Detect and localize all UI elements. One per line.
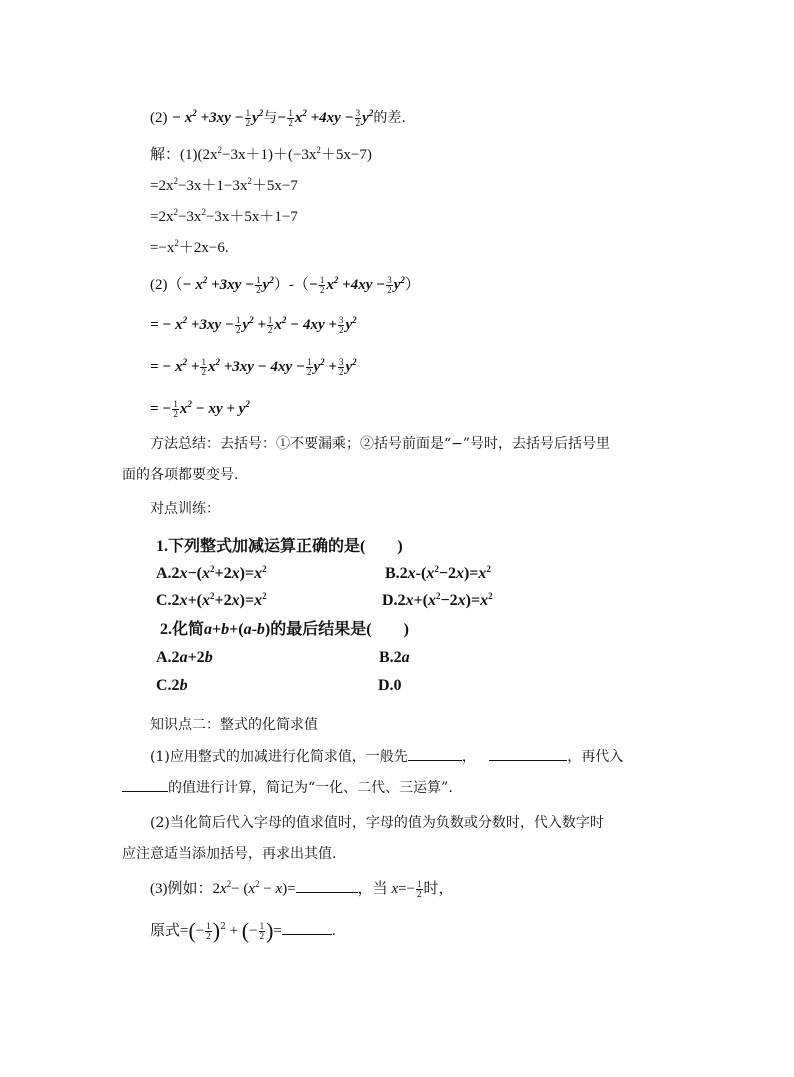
q2-option-a: A.2a+2b	[156, 649, 213, 666]
k2-item-2-line-2: 应注意适当添加括号，再求出其值.	[122, 846, 337, 862]
problem-2-line: $(2) - x^2 +3xy$ − $\frac{1}{2}$ $y^2$与− $\frac{1}{2}$ $x^2 +4xy$ − $\frac{3}{2}$ $y^2$的差.	[150, 107, 406, 128]
k2-item-3-line-2: 原式=(− $\frac{1}{2}$ )$^2$ + (− $\frac{1}{2}$ )= .	[150, 918, 336, 943]
fill-blank[interactable]	[408, 746, 462, 761]
q1-option-d: $D.2x+(x^2-2x)=x^2$	[382, 591, 493, 609]
practice-question-1: 1.下列整式加减运算正确的是( )	[156, 538, 403, 555]
solution-2-line-3: = − $x^2$ + $\frac{1}{2}$ $x^2 +3xy - 4xy$ − $\frac{1}{2}$ $y^2$ + $\frac{3}{2}$ $y^2$	[150, 356, 357, 377]
solution-line-1: 解：$(1)(2x^2-3x+1)+(-3x^2+5x-7)$	[150, 145, 372, 163]
k2-item-3-line-1: (3)例如：$2x^2- (x^2 - x)=$ ，当 x=− $\frac{1}{2}$ 时，	[150, 878, 454, 899]
method-summary-line-1: 方法总结：去括号：①不要漏乘；②括号前面是“−”号时，去括号后括号里	[150, 436, 611, 452]
fill-blank[interactable]	[489, 746, 567, 761]
solution-2-line-4: = − $\frac{1}{2}$ $x^2$ − xy + $y^2$	[150, 398, 250, 419]
method-summary-line-2: 面的各项都要变号.	[122, 467, 239, 483]
solution-2-line-1: $(2)(- x^2 +3xy$ − $\frac{1}{2}$ $y^2)-(-$ $\frac{1}{2}$ $x^2 +4xy$ − $\frac{3}{2}$ $y^2$）	[150, 274, 420, 295]
solution-line-4: $=-x^2+2x-6$.	[150, 238, 229, 256]
k2-item-1-line-2: 的值进行计算，简记为“一化、二代、三运算”.	[122, 777, 453, 798]
solution-line-3: $=2x^2-3x^2-3x+5x+1-7$	[150, 207, 298, 225]
q1-option-a: $A.2x-(x^2+2x)=x^2$	[156, 564, 267, 582]
q2-option-d: D.0	[378, 677, 402, 694]
solution-2-line-2: = − $x^2 +3xy$ − $\frac{1}{2}$ $y^2$ + $\frac{1}{2}$ $x^2 - 4xy$ + $\frac{3}{2}$ $y^2$	[150, 314, 357, 335]
knowledge-point-2-title: 知识点二：整式的化简求值	[150, 717, 318, 733]
fill-blank[interactable]	[122, 777, 168, 792]
fill-blank[interactable]	[282, 920, 332, 935]
k2-item-2-line-1: (2)当化简后代入字母的值求值时，字母的值为负数或分数时，代入数字时	[150, 815, 604, 831]
q2-option-c: C.2b	[156, 677, 188, 694]
solution-line-2: $=2x^2-3x+1-3x^2+5x-7$	[150, 176, 298, 194]
practice-heading: 对点训练：	[150, 501, 220, 517]
q2-option-b: B.2a	[379, 649, 410, 666]
practice-question-2: 2.化简a+b+(a-b)的最后结果是( )	[160, 621, 409, 638]
fill-blank[interactable]	[296, 878, 358, 893]
k2-item-1-line-1: (1)应用整式的加减进行化简求值，一般先 ， ，再代入	[150, 746, 623, 767]
q1-option-c: $C.2x+(x^2+2x)=x^2$	[156, 591, 267, 609]
q1-option-b: $B.2x-(x^2-2x)=x^2$	[385, 564, 491, 582]
